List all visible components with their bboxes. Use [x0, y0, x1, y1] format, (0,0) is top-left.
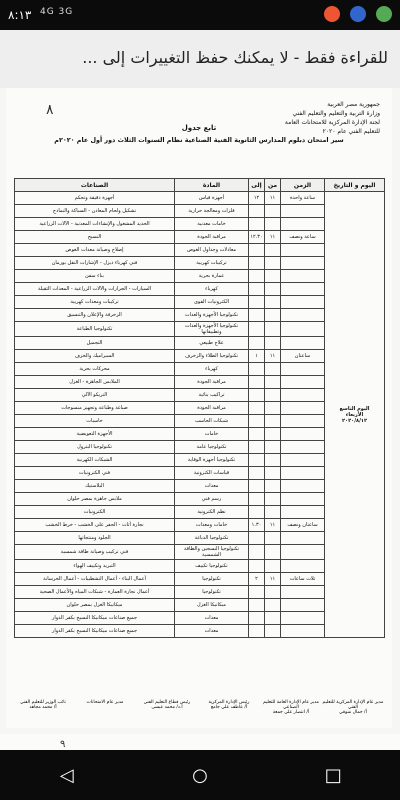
cell-time: [281, 257, 325, 270]
cell-craft: التبريد وتكييف الهواء: [15, 560, 175, 573]
day-date: ٢٠٢٠/٨/١٢: [341, 417, 367, 424]
cell-to: [249, 428, 265, 441]
day-cell: [325, 192, 385, 638]
cell-subject: خامات معدنية: [175, 218, 249, 231]
cell-time: [281, 283, 325, 296]
cell-subject: رسم فني: [175, 493, 249, 506]
cell-craft: بناء سفن: [15, 270, 175, 283]
cell-from: [265, 376, 281, 389]
cell-time: [281, 337, 325, 350]
table-row: [15, 192, 385, 205]
cell-to: [249, 270, 265, 283]
cell-from: [265, 296, 281, 309]
cell-from: [265, 337, 281, 350]
cell-time: [281, 218, 325, 231]
cell-craft: حاسبات: [15, 415, 175, 428]
signature-name: أ.د/ محمد عيسى: [151, 705, 183, 710]
status-time: ٨:١٣: [8, 8, 32, 22]
cell-from: [265, 270, 281, 283]
cell-from: [265, 454, 281, 467]
cell-from: [265, 625, 281, 638]
signature-block: [198, 700, 260, 715]
cell-to: [249, 532, 265, 545]
cell-craft: التريكو الآلي: [15, 389, 175, 402]
cell-to: [249, 586, 265, 599]
cell-subject: نظم الكترونية: [175, 506, 249, 519]
cell-craft: الكترونيات: [15, 506, 175, 519]
cell-time: ثلاث ساعات: [281, 573, 325, 586]
cell-time: ساعة واحدة: [281, 192, 325, 205]
cell-from: ١١: [265, 519, 281, 532]
cell-craft: جميع صناعات ميكانيكا النسيج بكفر الدوار: [15, 625, 175, 638]
cell-time: [281, 322, 325, 337]
signature-title: رئيس الإدارة المركزية: [208, 700, 250, 705]
signature-title: رئيس قطاع التعليم الفني: [143, 700, 191, 705]
recents-button[interactable]: □: [324, 764, 342, 786]
signature-name: أ/ محمد مجاهد: [29, 705, 57, 710]
cell-from: [265, 363, 281, 376]
header-subject: المادة: [175, 179, 249, 192]
cell-to: [249, 545, 265, 560]
cell-craft: البلاستيك: [15, 480, 175, 493]
facebook-icon: [350, 6, 366, 22]
cell-to: [249, 244, 265, 257]
next-page-number: ٩: [60, 739, 66, 750]
cell-from: [265, 586, 281, 599]
cell-to: [249, 467, 265, 480]
cell-craft: تركيبات ومعدات كهربية: [15, 296, 175, 309]
cell-subject: معدات: [175, 480, 249, 493]
cell-time: [281, 545, 325, 560]
cell-to: [249, 506, 265, 519]
cell-time: [281, 454, 325, 467]
cell-from: [265, 205, 281, 218]
signature-name: أ/ جمال شوقي: [339, 710, 367, 715]
cell-from: [265, 309, 281, 322]
cell-from: [265, 560, 281, 573]
cell-to: [249, 454, 265, 467]
page-number: ٨: [46, 102, 54, 118]
cell-craft: فني تركيب وصيانة طاقة شمسية: [15, 545, 175, 560]
signature-block: [260, 700, 322, 715]
header-time: الزمن: [281, 179, 325, 192]
cell-to: [249, 625, 265, 638]
cell-subject: مراقبة الجودة: [175, 376, 249, 389]
day-label: اليوم التاسع: [339, 405, 370, 412]
cell-to: [249, 376, 265, 389]
cell-to: ١٢.٣٠: [249, 231, 265, 244]
cell-to: [249, 599, 265, 612]
cell-craft: ميكانيكا الغزل بمصر حلوان: [15, 599, 175, 612]
cell-time: [281, 428, 325, 441]
cell-craft: الحديد المشغول والإنشاءات المعدنية - الآلات الزراعية: [15, 218, 175, 231]
cell-craft: الأجهزة التعويضية: [15, 428, 175, 441]
cell-craft: التجميل: [15, 337, 175, 350]
cell-time: [281, 205, 325, 218]
cell-subject: شبكات الحاسب: [175, 415, 249, 428]
cell-from: [265, 441, 281, 454]
cell-subject: مراقبة الجودة: [175, 402, 249, 415]
signature-title: مدير عام الإدارة العامة للتعليم الصناعي: [263, 700, 319, 710]
cell-time: [281, 376, 325, 389]
org-line: وزارة التربية والتعليم والتعليم الفني: [292, 110, 380, 117]
app-bar: [0, 30, 400, 89]
cell-to: [249, 389, 265, 402]
cell-from: [265, 322, 281, 337]
document-page: [6, 88, 392, 728]
cell-subject: كهرباء: [175, 363, 249, 376]
doc-title: سير امتحان دبلوم المدارس الثانوية الفنية الصناعية نظام السنوات الثلاث دور أول عام ٢٠٢٠م: [54, 136, 344, 144]
cell-from: [265, 493, 281, 506]
cell-to: [249, 309, 265, 322]
cell-to: ١٢: [249, 192, 265, 205]
cell-from: [265, 545, 281, 560]
org-line: لجنة الإدارة المركزية للامتحانات العامة: [284, 119, 380, 126]
cell-craft: السيارات - الجرارات والآلات الزراعية - المعدات الثقيلة: [15, 283, 175, 296]
signature-name: أ/ انتصار علي جمعة: [272, 710, 310, 715]
cell-time: ساعتان: [281, 350, 325, 363]
cell-from: [265, 402, 281, 415]
cell-subject: تكنولوجيا الدباغة: [175, 532, 249, 545]
signature-row: [14, 700, 384, 715]
cell-subject: تكنولوجيا الأجهزة والعدات وتطبيقاتها: [175, 322, 249, 337]
cell-from: [265, 532, 281, 545]
cell-from: [265, 218, 281, 231]
cell-from: [265, 467, 281, 480]
cell-subject: عمارة بحرية: [175, 270, 249, 283]
cell-from: [265, 415, 281, 428]
day-weekday: الأربعاء: [345, 411, 364, 418]
cell-craft: نجارة أثاث - الحفر على الخشب - خرط الخشب: [15, 519, 175, 532]
cell-from: ١١: [265, 350, 281, 363]
cell-to: [249, 363, 265, 376]
cell-from: ١١: [265, 573, 281, 586]
header-crafts: الصناعات: [15, 179, 175, 192]
cell-craft: فني الكترونيات: [15, 467, 175, 480]
cell-craft: فني كهرباء ديزل - الإشارات النقل بورمان: [15, 257, 175, 270]
cell-time: ساعة ونصف: [281, 231, 325, 244]
cell-to: [249, 441, 265, 454]
cell-craft: الجلود ومنتجاتها: [15, 532, 175, 545]
cell-to: [249, 560, 265, 573]
cell-craft: جميع صناعات ميكانيكا النسيج بكفر الدوار: [15, 612, 175, 625]
doc-subtitle: تابع جدول: [181, 124, 217, 132]
cell-subject: خامات: [175, 428, 249, 441]
cell-time: ساعتان ونصف: [281, 519, 325, 532]
cell-craft: محركات بحرية: [15, 363, 175, 376]
cell-time: [281, 586, 325, 599]
cell-from: [265, 244, 281, 257]
cell-craft: أعمال نجارة العمارة - شبكات المياه والأعمال الصحية: [15, 586, 175, 599]
header-day-date: اليوم و التاريخ: [325, 179, 385, 192]
cell-from: ١١: [265, 231, 281, 244]
cell-craft: تكنولوجيا البترول: [15, 441, 175, 454]
cell-time: [281, 612, 325, 625]
cell-to: ١: [249, 350, 265, 363]
signature-title: مدير عام الامتحانات: [86, 700, 124, 705]
cell-to: [249, 337, 265, 350]
cell-craft: ملابس جاهزة بمصر حلوان: [15, 493, 175, 506]
cell-subject: معادلات وجداول الغوص: [175, 244, 249, 257]
cell-time: [281, 415, 325, 428]
cell-from: [265, 599, 281, 612]
cell-from: ١١: [265, 192, 281, 205]
cell-subject: قياسات الكترونية: [175, 467, 249, 480]
cell-craft: تكنولوجيا الطباعة: [15, 322, 175, 337]
cell-craft: صباغة وطباعة وتجهيز منسوجات: [15, 402, 175, 415]
next-page: [0, 734, 400, 750]
cell-to: [249, 296, 265, 309]
signature-block: [74, 700, 136, 715]
cell-craft: الملابس الجاهزة - الغزل: [15, 376, 175, 389]
cell-subject: أجهزة قياس: [175, 192, 249, 205]
cell-time: [281, 493, 325, 506]
cell-to: [249, 205, 265, 218]
cell-time: [281, 363, 325, 376]
navigation-bar: [0, 750, 400, 800]
cell-from: [265, 612, 281, 625]
cell-craft: أعمال البناء - أعمال التشطيبات - أعمال الخرسانة: [15, 573, 175, 586]
cell-subject: خامات ومعدات: [175, 519, 249, 532]
cell-to: ٢: [249, 573, 265, 586]
header-from: من: [265, 179, 281, 192]
cell-subject: تكنولوجيا النسجين والطاقة الشمسية: [175, 545, 249, 560]
cell-subject: فلزات ومعالجة حرارية: [175, 205, 249, 218]
cell-subject: تكنولوجيا: [175, 573, 249, 586]
cell-time: [281, 599, 325, 612]
cell-subject: تكنولوجيا الأجهزة والعدات: [175, 309, 249, 322]
signature-name: أ/ عاطف علي جامع: [210, 705, 248, 710]
cell-from: [265, 506, 281, 519]
signature-block: [136, 700, 198, 715]
cell-time: [281, 402, 325, 415]
cell-time: [281, 270, 325, 283]
signature-title: نائب الوزير للتعليم الفني: [20, 700, 66, 705]
cell-craft: إصلاح وصيانة معدات الغوص: [15, 244, 175, 257]
cell-subject: تكنولوجيا عامة: [175, 441, 249, 454]
cell-craft: النسيج: [15, 231, 175, 244]
cell-craft: الزخرفة والإعلان والتنسيق: [15, 309, 175, 322]
cell-time: [281, 560, 325, 573]
cell-subject: مراقبة الجودة: [175, 231, 249, 244]
cell-to: [249, 493, 265, 506]
document-viewer[interactable]: [0, 88, 400, 750]
org-line: للتعليم الفني عام ٢٠٢٠: [322, 128, 380, 135]
cell-to: [249, 402, 265, 415]
schedule-table: [14, 178, 385, 638]
cell-subject: علاج طبيعي: [175, 337, 249, 350]
cell-from: [265, 257, 281, 270]
org-line: جمهورية مصر العربية: [327, 101, 380, 108]
cell-subject: معدات: [175, 612, 249, 625]
cell-time: [281, 480, 325, 493]
back-button[interactable]: ◁: [59, 764, 74, 786]
cell-from: [265, 428, 281, 441]
cell-time: [281, 532, 325, 545]
cell-time: [281, 506, 325, 519]
home-button[interactable]: ○: [192, 764, 208, 786]
cell-subject: تراكيب بنائية: [175, 389, 249, 402]
cell-subject: تكنولوجيا الطلاء والزخرف: [175, 350, 249, 363]
cell-subject: ميكانيكا الغزل: [175, 599, 249, 612]
cell-subject: تكنولوجيا تكييف: [175, 560, 249, 573]
signature-block: [322, 700, 384, 715]
cell-subject: تركيبات كهربية: [175, 257, 249, 270]
read-only-title: للقراءة فقط - لا يمكنك حفظ التغييرات إلى ...: [82, 48, 388, 67]
cell-to: [249, 415, 265, 428]
cell-from: [265, 283, 281, 296]
messenger-icon: [324, 6, 340, 22]
cell-time: [281, 244, 325, 257]
cell-craft: تشكيل ولحام المعادن - السباكة والنماذج: [15, 205, 175, 218]
cell-time: [281, 296, 325, 309]
cell-from: [265, 389, 281, 402]
cell-to: [249, 480, 265, 493]
cell-to: [249, 612, 265, 625]
signature-block: [12, 700, 74, 715]
whatsapp-icon: [376, 6, 392, 22]
cell-subject: تكنولوجيا: [175, 586, 249, 599]
cell-craft: الشبكات الكهربية: [15, 454, 175, 467]
cell-time: [281, 441, 325, 454]
header-to: إلى: [249, 179, 265, 192]
cell-craft: السيراميك والخزف: [15, 350, 175, 363]
cell-time: [281, 309, 325, 322]
cell-subject: كهرباء: [175, 283, 249, 296]
cell-time: [281, 467, 325, 480]
cell-from: [265, 480, 281, 493]
status-bar: [0, 0, 400, 30]
cell-time: [281, 625, 325, 638]
cell-time: [281, 389, 325, 402]
cell-to: [249, 322, 265, 337]
cell-subject: الكترونيات القوى: [175, 296, 249, 309]
cell-to: [249, 257, 265, 270]
cell-craft: أجهزة دقيقة وتحكم: [15, 192, 175, 205]
cell-to: [249, 283, 265, 296]
signature-title: مدير عام الإدارة المركزية للتعليم الفني: [322, 700, 384, 710]
cell-subject: معدات: [175, 625, 249, 638]
cell-to: ١.٣٠: [249, 519, 265, 532]
signal-indicator: 4G 3G: [40, 7, 74, 17]
cell-to: [249, 218, 265, 231]
cell-subject: تكنولوجيا أجهزة الوقاية: [175, 454, 249, 467]
